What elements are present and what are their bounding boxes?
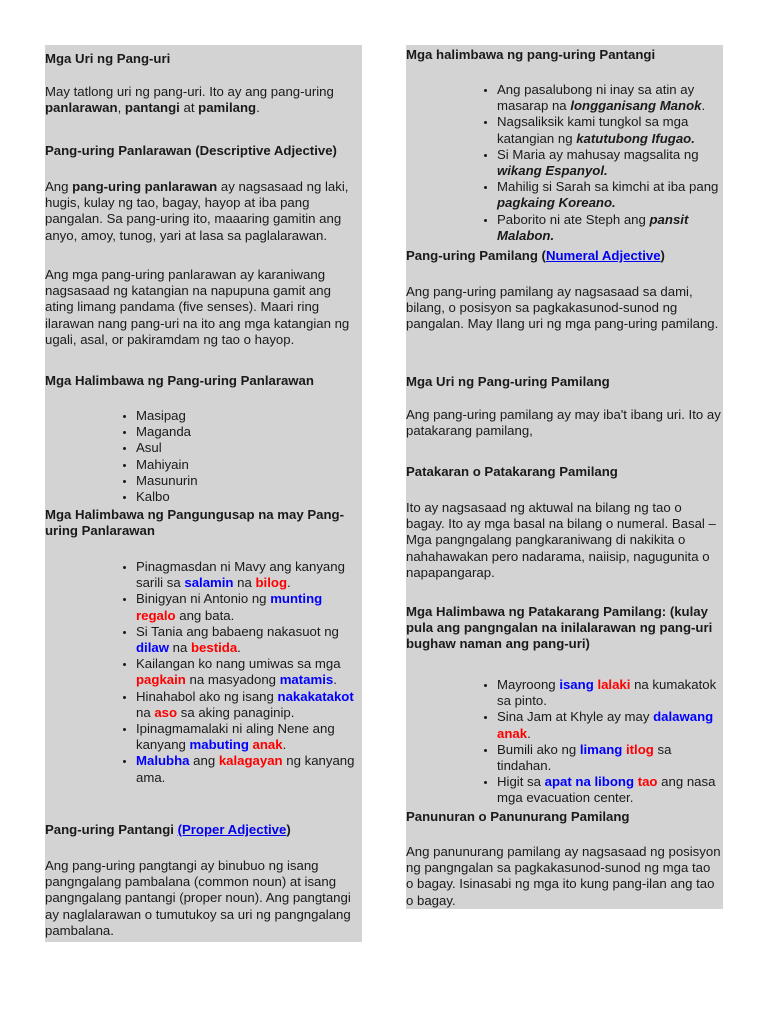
text-run: na kumakatok sa pinto. [497, 677, 717, 709]
list-item: • Masunurin [136, 473, 360, 489]
list-item [497, 774, 721, 806]
text-run: Sina Jam at Khyle ay may [497, 709, 654, 725]
text-run: Ang mga pang-uring panlarawan ay karaniwang nagsasaad ng katangian na napupuna gamit ang ating limang pandama (five senses). Maari ring ilarawan nang pang-uri na ito ang mga katangian ng ugali, asal, or pakiramdam ng tao o hayop. [45, 267, 350, 347]
emphasis-text: pagkaing Koreano. [497, 195, 616, 211]
text-run: . [287, 575, 291, 591]
text-run: Higit sa [497, 774, 545, 790]
emphasis-text: itlog [626, 741, 654, 757]
text-run: . [237, 640, 241, 656]
emphasis-text: matamis [279, 672, 334, 688]
emphasis-text: bilog [255, 575, 287, 591]
emphasis-text: mabuting [189, 737, 249, 753]
heading-patakaran: Patakaran o Patakarang Pamilang [406, 464, 618, 479]
emphasis-text: dilaw [136, 640, 169, 656]
text-run: sa aking panaginip. [177, 704, 295, 720]
heading-panlarawan: Pang-uring Panlarawan (Descriptive Adjective) [45, 143, 337, 158]
patakaran-example-list [406, 677, 721, 807]
emphasis-text: pang-uring panlarawan [72, 179, 218, 194]
word-list [45, 408, 360, 505]
text-run: Ang pasalubong ni inay sa atin ay masarap na [497, 82, 695, 114]
emphasis-text: regalo [136, 607, 176, 623]
paragraph-patakaran [406, 500, 721, 581]
link-text[interactable]: Numeral Adjective [545, 248, 661, 263]
list-item: • Mahiyain [136, 457, 360, 473]
text-run: na [233, 575, 256, 591]
emphasis-text: kalagayan [218, 753, 283, 769]
list-item: • Masipag [136, 408, 360, 424]
list-item [497, 114, 721, 146]
text-run: na masyadong [185, 672, 280, 688]
emphasis-text: apat na libong [544, 774, 635, 790]
heading-pantangi [45, 822, 360, 838]
paragraph-intro [45, 84, 360, 116]
list-item [497, 742, 721, 774]
text-run: na [136, 704, 155, 720]
heading-halimbawa-panlarawan: Mga Halimbawa ng Pang-uring Panlarawan [45, 373, 314, 388]
text-run: Paborito ni ate Steph ang [497, 211, 650, 227]
text-run: Ang pang-uring pamilang ay may iba't ibang uri. Ito ay patakarang pamilang, [406, 407, 721, 439]
text-run: Ipinagmamalaki ni aling Nene ang kanyang [136, 721, 335, 753]
list-item [136, 591, 360, 623]
paragraph-pantangi [45, 858, 360, 939]
emphasis-text: salamin [184, 575, 234, 591]
text-run: sa tindahan. [497, 741, 672, 774]
paragraph-panlarawan-2 [45, 267, 360, 348]
list-item [497, 179, 721, 211]
emphasis-text: panlarawan [45, 100, 118, 116]
emphasis-text: tao [637, 774, 658, 790]
list-item [497, 82, 721, 114]
list-item [136, 689, 360, 721]
text-run: . [333, 672, 337, 688]
text-run: Mahilig si Sarah sa kimchi at iba pang [497, 179, 719, 195]
emphasis-text: munting [270, 591, 323, 607]
text-run: . [256, 100, 260, 116]
emphasis-text: nakakatakot [277, 688, 354, 704]
list-item [136, 624, 360, 656]
emphasis-text: pantangi [124, 100, 180, 116]
text-run: ) [286, 822, 291, 837]
text-run: ng kanyang ama. [136, 753, 355, 785]
text-run: ) [660, 248, 665, 263]
list-item [497, 677, 721, 709]
emphasis-text: katutubong Ifugao. [576, 130, 695, 146]
heading-pamilang [406, 248, 721, 264]
left-column [45, 45, 362, 942]
text-run: Ang pang-uring pamilang ay nagsasaad sa dami, bilang, o posisyon sa pagkakasunod-sunod ng pangalan. May Ilang uri ng mga pang-uring pamilang. [406, 284, 719, 332]
text-run: Ang pang-uring pangtangi ay binubuo ng isang pangngalang pambalana (common noun) at isang pangngalang pantangi (proper noun). Ang pangtangi ay naglalarawan o tumutukoy sa uri ng pangngalang pambalana. [45, 858, 351, 938]
emphasis-text: anak [252, 737, 283, 753]
emphasis-text: aso [154, 704, 178, 720]
list-item: • Kalbo [136, 489, 360, 505]
text-run: Kailangan ko nang umiwas sa mga [136, 656, 341, 672]
heading-uri-pamilang: Mga Uri ng Pang-uring Pamilang [406, 374, 610, 389]
text-run: Hinahabol ako ng isang [136, 688, 278, 704]
paragraph-uri-pamilang [406, 407, 721, 439]
text-run: Bumili ako ng [497, 741, 580, 757]
emphasis-text: isang [559, 677, 594, 692]
list-item [497, 709, 721, 741]
list-item [136, 656, 360, 688]
emphasis-text: lalaki [597, 677, 631, 692]
emphasis-text: anak [497, 725, 528, 741]
text-run: ang [189, 753, 219, 769]
heading-halimbawa-pantangi: Mga halimbawa ng pang-uring Pantangi [406, 47, 656, 62]
emphasis-text: pansit Malabon. [497, 211, 689, 243]
heading-mga-uri: Mga Uri ng Pang-uri [45, 51, 171, 66]
emphasis-text: limang [579, 741, 623, 757]
text-run: na [168, 640, 191, 656]
list-item [136, 753, 360, 785]
emphasis-text: wikang Espanyol. [497, 163, 608, 179]
paragraph-panunuran [406, 844, 721, 909]
text-run: . [527, 725, 531, 741]
paragraph-panlarawan-1 [45, 179, 360, 244]
emphasis-text: dalawang [653, 709, 714, 725]
heading-pangungusap: Mga Halimbawa ng Pangungusap na may Pang-uring Panlarawan [45, 507, 344, 539]
text-run: Nagsaliksik kami tungkol sa mga katangian ng [497, 114, 689, 146]
text-run: Pang-uring Pantangi [45, 822, 178, 837]
emphasis-text: bestida [190, 640, 238, 656]
heading-halimbawa-patakaran: Mga Halimbawa ng Patakarang Pamilang: (kulay pula ang pangngalan na inilalarawan ng pang-uri bughaw naman ang pang-uri) [406, 604, 713, 652]
list-item [497, 212, 721, 244]
emphasis-text: longganisang Manok [570, 98, 702, 114]
text-run: May tatlong uri ng pang-uri. Ito ay ang pang-uring [45, 84, 334, 99]
text-run: Pinagmasdan ni Mavy ang kanyang sarili sa [136, 559, 345, 591]
text-run: . [282, 737, 287, 753]
link-text[interactable]: (Proper Adjective [177, 822, 287, 837]
emphasis-text: Malubha [136, 753, 190, 769]
list-item: • Asul [136, 440, 360, 456]
emphasis-text: pagkain [136, 672, 186, 688]
text-run: Binigyan ni Antonio ng [136, 591, 271, 607]
text-run: Pang-uring Pamilang ( [406, 248, 546, 263]
emphasis-text: pamilang [198, 100, 257, 116]
sentence-list [45, 559, 360, 786]
text-run: . [701, 98, 706, 114]
text-run: at [179, 100, 199, 116]
list-item [497, 147, 721, 179]
pantangi-example-list [406, 82, 721, 244]
text-run: , [117, 100, 125, 116]
text-run: ay nagsasaad ng laki, hugis, kulay ng tao, bagay, hayop at iba pang pangalan. Sa pang-uring ito, maaaring gamitin ang anyo, amoy, tunog, yari at lasa sa paglalarawan. [45, 179, 349, 243]
text-run: Si Tania ang babaeng nakasuot ng [136, 623, 339, 639]
text-run: Ito ay nagsasaad ng aktuwal na bilang ng tao o bagay. Ito ay mga basal na bilang o numeral. Basal – Mga pangngalang pangkaraniwang di nakikita o nahahawakan pero nadarama, naiisip, nagugunita o napapangarap. [406, 500, 716, 580]
text-run: Mayroong [497, 677, 560, 692]
paragraph-pamilang [406, 284, 721, 333]
list-item [136, 721, 360, 753]
text-run: Si Maria ay mahusay magsalita ng [497, 146, 699, 162]
text-run: ang bata. [175, 607, 235, 623]
text-run: Ang panunurang pamilang ay nagsasaad ng posisyon ng pangngalan sa pagkakasunod-sunod ng mga tao o bagay. Isinasabi ng mga ito kung pang-ilan ang tao o bagay. [406, 844, 721, 908]
text-run: ang nasa mga evacuation center. [497, 774, 716, 806]
list-item [136, 559, 360, 591]
right-column [406, 45, 723, 909]
list-item: • Maganda [136, 424, 360, 440]
heading-panunuran: Panunuran o Panunurang Pamilang [406, 809, 630, 824]
text-run: Ang [45, 179, 73, 194]
